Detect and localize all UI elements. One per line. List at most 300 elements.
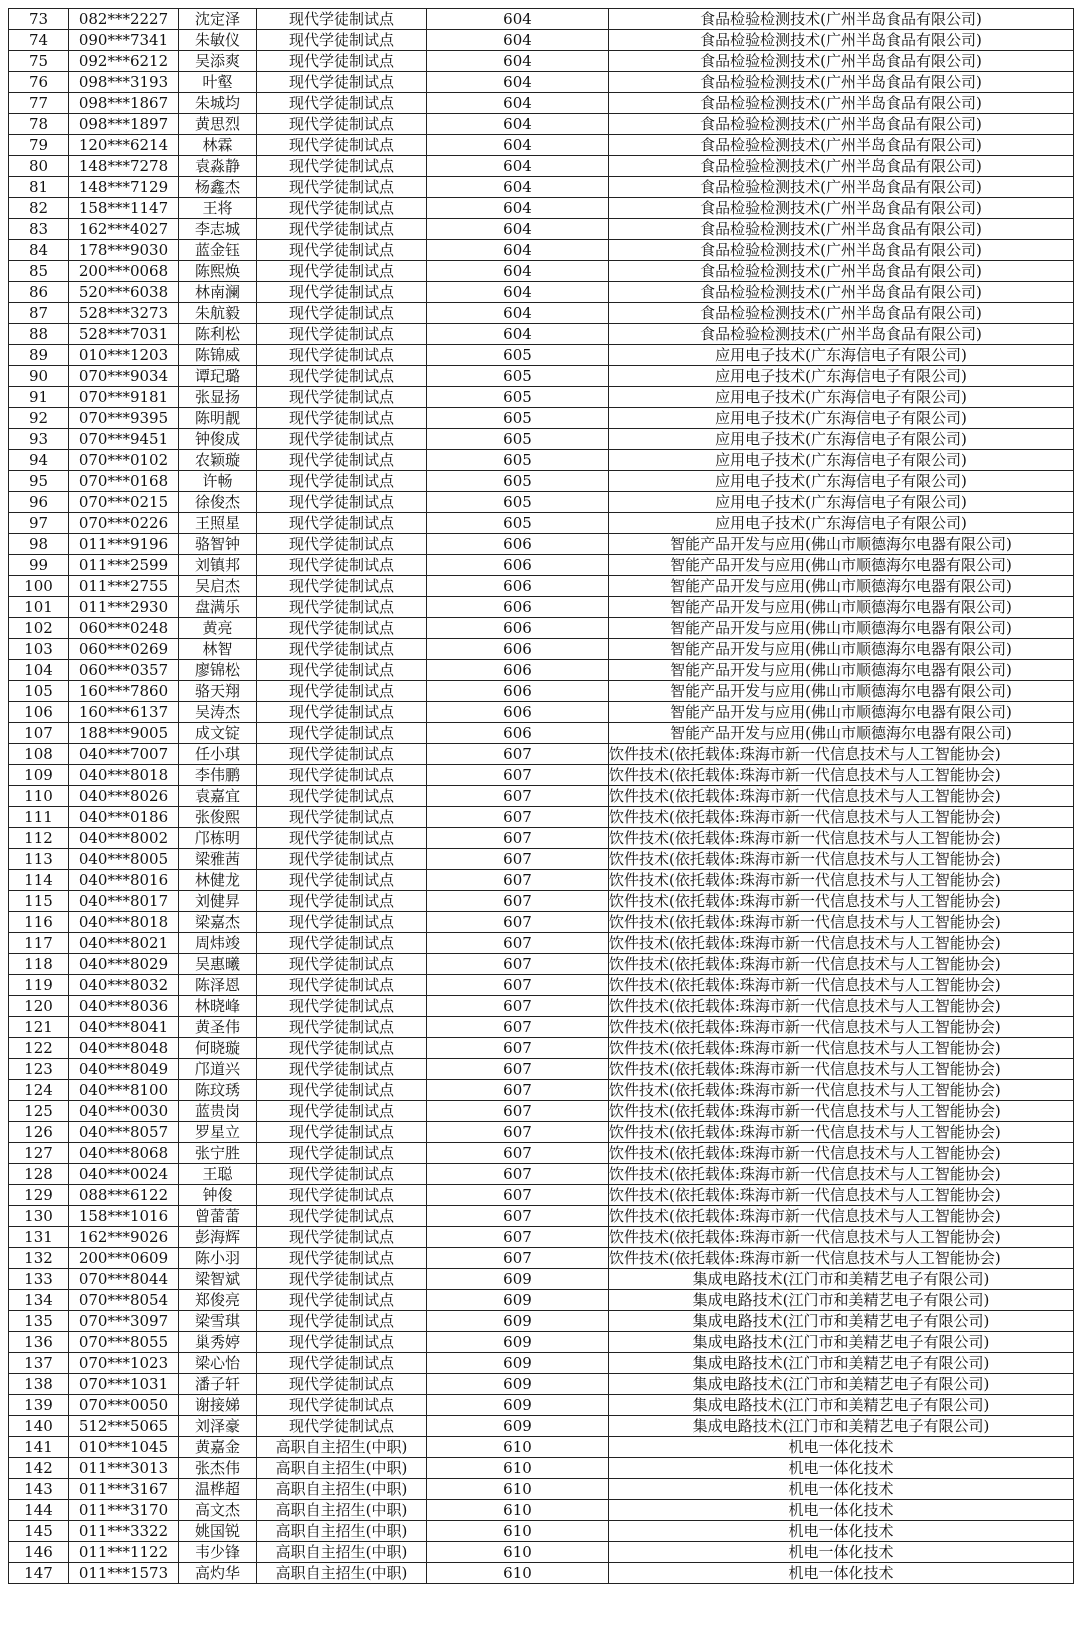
major-cell: 食品检验检测技术(广州半岛食品有限公司) [609,261,1074,282]
name-cell: 叶壑 [179,72,257,93]
seq-cell: 144 [9,1500,69,1521]
major-code-cell: 610 [427,1521,609,1542]
name-cell: 成文锭 [179,723,257,744]
major-code-cell: 604 [427,261,609,282]
major-code-cell: 607 [427,849,609,870]
table-row [9,828,1074,849]
exam-id-cell: 040***8041 [69,1017,179,1038]
major-code-cell: 604 [427,177,609,198]
major-cell: 食品检验检测技术(广州半岛食品有限公司) [609,93,1074,114]
table-row [9,639,1074,660]
major-cell: 饮件技术(依托载体:珠海市新一代信息技术与人工智能协会) [609,765,1074,786]
table-row [9,366,1074,387]
seq-cell: 141 [9,1437,69,1458]
enroll-type-cell: 现代学徒制试点 [257,870,427,891]
enroll-type-cell: 现代学徒制试点 [257,1290,427,1311]
table-row [9,1143,1074,1164]
roster-body [9,9,1074,1584]
table-row [9,1416,1074,1437]
major-code-cell: 607 [427,1122,609,1143]
name-cell: 梁嘉杰 [179,912,257,933]
major-code-cell: 609 [427,1353,609,1374]
name-cell: 曾蕾蕾 [179,1206,257,1227]
table-row [9,744,1074,765]
major-code-cell: 605 [427,450,609,471]
enroll-type-cell: 现代学徒制试点 [257,387,427,408]
table-row [9,1437,1074,1458]
exam-id-cell: 070***9451 [69,429,179,450]
major-cell: 集成电路技术(江门市和美精艺电子有限公司) [609,1353,1074,1374]
table-row [9,933,1074,954]
name-cell: 朱敏仪 [179,30,257,51]
enroll-type-cell: 现代学徒制试点 [257,828,427,849]
table-row [9,1248,1074,1269]
seq-cell: 146 [9,1542,69,1563]
enroll-type-cell: 高职自主招生(中职) [257,1500,427,1521]
enroll-type-cell: 现代学徒制试点 [257,639,427,660]
seq-cell: 121 [9,1017,69,1038]
seq-cell: 117 [9,933,69,954]
table-row [9,1332,1074,1353]
major-cell: 应用电子技术(广东海信电子有限公司) [609,450,1074,471]
table-row [9,1101,1074,1122]
table-row [9,1563,1074,1584]
table-row [9,1521,1074,1542]
table-row [9,1311,1074,1332]
major-code-cell: 604 [427,303,609,324]
seq-cell: 114 [9,870,69,891]
major-cell: 食品检验检测技术(广州半岛食品有限公司) [609,177,1074,198]
enroll-type-cell: 现代学徒制试点 [257,1353,427,1374]
exam-id-cell: 148***7129 [69,177,179,198]
exam-id-cell: 011***1573 [69,1563,179,1584]
major-cell: 饮件技术(依托载体:珠海市新一代信息技术与人工智能协会) [609,996,1074,1017]
major-cell: 食品检验检测技术(广州半岛食品有限公司) [609,198,1074,219]
major-cell: 应用电子技术(广东海信电子有限公司) [609,366,1074,387]
name-cell: 郑俊亮 [179,1290,257,1311]
name-cell: 梁雅茜 [179,849,257,870]
seq-cell: 127 [9,1143,69,1164]
major-cell: 饮件技术(依托载体:珠海市新一代信息技术与人工智能协会) [609,1248,1074,1269]
seq-cell: 92 [9,408,69,429]
enroll-type-cell: 现代学徒制试点 [257,1269,427,1290]
name-cell: 高灼华 [179,1563,257,1584]
exam-id-cell: 070***9395 [69,408,179,429]
major-cell: 食品检验检测技术(广州半岛食品有限公司) [609,135,1074,156]
exam-id-cell: 040***8018 [69,912,179,933]
exam-id-cell: 070***9181 [69,387,179,408]
major-cell: 食品检验检测技术(广州半岛食品有限公司) [609,282,1074,303]
table-row [9,1458,1074,1479]
major-code-cell: 610 [427,1542,609,1563]
exam-id-cell: 070***0102 [69,450,179,471]
name-cell: 黄嘉金 [179,1437,257,1458]
exam-id-cell: 070***9034 [69,366,179,387]
major-code-cell: 605 [427,513,609,534]
name-cell: 黄圣伟 [179,1017,257,1038]
major-cell: 机电一体化技术 [609,1437,1074,1458]
enroll-type-cell: 现代学徒制试点 [257,1374,427,1395]
name-cell: 林健龙 [179,870,257,891]
major-code-cell: 605 [427,366,609,387]
name-cell: 吴添爽 [179,51,257,72]
major-code-cell: 607 [427,828,609,849]
enroll-type-cell: 现代学徒制试点 [257,1122,427,1143]
seq-cell: 116 [9,912,69,933]
exam-id-cell: 088***6122 [69,1185,179,1206]
major-code-cell: 607 [427,1017,609,1038]
exam-id-cell: 160***6137 [69,702,179,723]
exam-id-cell: 060***0248 [69,618,179,639]
major-cell: 食品检验检测技术(广州半岛食品有限公司) [609,324,1074,345]
name-cell: 周炜竣 [179,933,257,954]
table-row [9,996,1074,1017]
enroll-type-cell: 现代学徒制试点 [257,114,427,135]
exam-id-cell: 040***8017 [69,891,179,912]
enroll-type-cell: 现代学徒制试点 [257,51,427,72]
table-row [9,1395,1074,1416]
exam-id-cell: 011***3167 [69,1479,179,1500]
enroll-type-cell: 现代学徒制试点 [257,786,427,807]
major-cell: 食品检验检测技术(广州半岛食品有限公司) [609,51,1074,72]
table-row [9,282,1074,303]
major-cell: 食品检验检测技术(广州半岛食品有限公司) [609,156,1074,177]
table-row [9,534,1074,555]
exam-id-cell: 158***1016 [69,1206,179,1227]
seq-cell: 98 [9,534,69,555]
enroll-type-cell: 现代学徒制试点 [257,660,427,681]
major-cell: 集成电路技术(江门市和美精艺电子有限公司) [609,1269,1074,1290]
enroll-type-cell: 现代学徒制试点 [257,597,427,618]
major-cell: 食品检验检测技术(广州半岛食品有限公司) [609,303,1074,324]
major-code-cell: 605 [427,471,609,492]
name-cell: 骆天翔 [179,681,257,702]
major-code-cell: 610 [427,1500,609,1521]
seq-cell: 129 [9,1185,69,1206]
name-cell: 姚国锐 [179,1521,257,1542]
name-cell: 骆智钟 [179,534,257,555]
major-cell: 饮件技术(依托载体:珠海市新一代信息技术与人工智能协会) [609,786,1074,807]
name-cell: 袁淼静 [179,156,257,177]
name-cell: 黄亮 [179,618,257,639]
seq-cell: 143 [9,1479,69,1500]
major-cell: 应用电子技术(广东海信电子有限公司) [609,429,1074,450]
seq-cell: 75 [9,51,69,72]
enroll-type-cell: 现代学徒制试点 [257,324,427,345]
seq-cell: 142 [9,1458,69,1479]
exam-id-cell: 060***0269 [69,639,179,660]
enroll-type-cell: 现代学徒制试点 [257,366,427,387]
table-row [9,1290,1074,1311]
enroll-type-cell: 现代学徒制试点 [257,492,427,513]
major-cell: 智能产品开发与应用(佛山市顺德海尔电器有限公司) [609,702,1074,723]
enroll-type-cell: 现代学徒制试点 [257,219,427,240]
exam-id-cell: 070***8055 [69,1332,179,1353]
table-row [9,849,1074,870]
major-cell: 饮件技术(依托载体:珠海市新一代信息技术与人工智能协会) [609,1143,1074,1164]
exam-id-cell: 011***3322 [69,1521,179,1542]
major-cell: 智能产品开发与应用(佛山市顺德海尔电器有限公司) [609,723,1074,744]
name-cell: 盘满乐 [179,597,257,618]
exam-id-cell: 082***2227 [69,9,179,30]
table-row [9,135,1074,156]
enroll-type-cell: 高职自主招生(中职) [257,1563,427,1584]
exam-id-cell: 070***0050 [69,1395,179,1416]
enroll-type-cell: 现代学徒制试点 [257,135,427,156]
table-row [9,702,1074,723]
exam-id-cell: 040***8021 [69,933,179,954]
seq-cell: 147 [9,1563,69,1584]
name-cell: 张显扬 [179,387,257,408]
seq-cell: 97 [9,513,69,534]
enroll-type-cell: 现代学徒制试点 [257,9,427,30]
major-code-cell: 604 [427,135,609,156]
major-code-cell: 610 [427,1437,609,1458]
seq-cell: 85 [9,261,69,282]
seq-cell: 136 [9,1332,69,1353]
table-row [9,303,1074,324]
major-cell: 饮件技术(依托载体:珠海市新一代信息技术与人工智能协会) [609,1101,1074,1122]
major-code-cell: 609 [427,1311,609,1332]
major-cell: 机电一体化技术 [609,1500,1074,1521]
major-code-cell: 605 [427,345,609,366]
table-row [9,597,1074,618]
seq-cell: 145 [9,1521,69,1542]
enroll-type-cell: 现代学徒制试点 [257,345,427,366]
table-row [9,156,1074,177]
seq-cell: 99 [9,555,69,576]
name-cell: 张俊熙 [179,807,257,828]
seq-cell: 95 [9,471,69,492]
major-code-cell: 604 [427,324,609,345]
major-cell: 集成电路技术(江门市和美精艺电子有限公司) [609,1290,1074,1311]
seq-cell: 105 [9,681,69,702]
exam-id-cell: 178***9030 [69,240,179,261]
enroll-type-cell: 现代学徒制试点 [257,1206,427,1227]
major-cell: 饮件技术(依托载体:珠海市新一代信息技术与人工智能协会) [609,1185,1074,1206]
table-row [9,429,1074,450]
exam-id-cell: 040***8100 [69,1080,179,1101]
exam-id-cell: 040***8068 [69,1143,179,1164]
exam-id-cell: 188***9005 [69,723,179,744]
major-code-cell: 604 [427,72,609,93]
name-cell: 王将 [179,198,257,219]
exam-id-cell: 070***1031 [69,1374,179,1395]
major-cell: 饮件技术(依托载体:珠海市新一代信息技术与人工智能协会) [609,849,1074,870]
seq-cell: 113 [9,849,69,870]
seq-cell: 79 [9,135,69,156]
enroll-type-cell: 高职自主招生(中职) [257,1479,427,1500]
seq-cell: 102 [9,618,69,639]
enroll-type-cell: 现代学徒制试点 [257,555,427,576]
seq-cell: 137 [9,1353,69,1374]
exam-id-cell: 070***3097 [69,1311,179,1332]
major-code-cell: 607 [427,1164,609,1185]
table-row [9,261,1074,282]
enroll-type-cell: 现代学徒制试点 [257,954,427,975]
name-cell: 廖锦松 [179,660,257,681]
major-code-cell: 607 [427,1185,609,1206]
table-row [9,240,1074,261]
major-cell: 饮件技术(依托载体:珠海市新一代信息技术与人工智能协会) [609,975,1074,996]
name-cell: 陈玟琇 [179,1080,257,1101]
seq-cell: 138 [9,1374,69,1395]
exam-id-cell: 070***0226 [69,513,179,534]
major-code-cell: 604 [427,93,609,114]
major-code-cell: 606 [427,660,609,681]
enroll-type-cell: 现代学徒制试点 [257,912,427,933]
enroll-type-cell: 现代学徒制试点 [257,681,427,702]
enroll-type-cell: 现代学徒制试点 [257,996,427,1017]
seq-cell: 124 [9,1080,69,1101]
exam-id-cell: 162***4027 [69,219,179,240]
exam-id-cell: 040***8029 [69,954,179,975]
enroll-type-cell: 现代学徒制试点 [257,240,427,261]
major-code-cell: 605 [427,492,609,513]
major-cell: 饮件技术(依托载体:珠海市新一代信息技术与人工智能协会) [609,1080,1074,1101]
name-cell: 梁心怡 [179,1353,257,1374]
enroll-type-cell: 现代学徒制试点 [257,1311,427,1332]
major-cell: 饮件技术(依托载体:珠海市新一代信息技术与人工智能协会) [609,891,1074,912]
major-code-cell: 605 [427,408,609,429]
seq-cell: 123 [9,1059,69,1080]
enroll-type-cell: 高职自主招生(中职) [257,1437,427,1458]
major-cell: 集成电路技术(江门市和美精艺电子有限公司) [609,1311,1074,1332]
exam-id-cell: 040***8002 [69,828,179,849]
exam-id-cell: 060***0357 [69,660,179,681]
exam-id-cell: 200***0609 [69,1248,179,1269]
table-row [9,492,1074,513]
major-code-cell: 606 [427,597,609,618]
major-code-cell: 605 [427,429,609,450]
name-cell: 徐俊杰 [179,492,257,513]
table-row [9,408,1074,429]
exam-id-cell: 200***0068 [69,261,179,282]
enroll-type-cell: 现代学徒制试点 [257,282,427,303]
exam-id-cell: 010***1045 [69,1437,179,1458]
seq-cell: 109 [9,765,69,786]
major-cell: 食品检验检测技术(广州半岛食品有限公司) [609,30,1074,51]
exam-id-cell: 040***8026 [69,786,179,807]
table-row [9,114,1074,135]
table-row [9,30,1074,51]
name-cell: 许畅 [179,471,257,492]
name-cell: 刘健昇 [179,891,257,912]
major-cell: 智能产品开发与应用(佛山市顺德海尔电器有限公司) [609,534,1074,555]
seq-cell: 115 [9,891,69,912]
name-cell: 陈泽恩 [179,975,257,996]
major-code-cell: 604 [427,51,609,72]
seq-cell: 77 [9,93,69,114]
exam-id-cell: 040***0186 [69,807,179,828]
major-code-cell: 607 [427,786,609,807]
major-cell: 饮件技术(依托载体:珠海市新一代信息技术与人工智能协会) [609,1017,1074,1038]
exam-id-cell: 011***3170 [69,1500,179,1521]
seq-cell: 106 [9,702,69,723]
major-code-cell: 607 [427,1227,609,1248]
enroll-type-cell: 现代学徒制试点 [257,1185,427,1206]
name-cell: 张宁胜 [179,1143,257,1164]
table-row [9,177,1074,198]
table-row [9,954,1074,975]
table-row [9,1353,1074,1374]
major-code-cell: 604 [427,114,609,135]
table-row [9,1038,1074,1059]
major-cell: 饮件技术(依托载体:珠海市新一代信息技术与人工智能协会) [609,1206,1074,1227]
major-cell: 饮件技术(依托载体:珠海市新一代信息技术与人工智能协会) [609,1059,1074,1080]
enroll-type-cell: 现代学徒制试点 [257,807,427,828]
enroll-type-cell: 现代学徒制试点 [257,408,427,429]
table-row [9,891,1074,912]
exam-id-cell: 011***2755 [69,576,179,597]
seq-cell: 130 [9,1206,69,1227]
name-cell: 沈定泽 [179,9,257,30]
major-code-cell: 609 [427,1374,609,1395]
exam-id-cell: 158***1147 [69,198,179,219]
name-cell: 朱城均 [179,93,257,114]
major-code-cell: 609 [427,1416,609,1437]
name-cell: 何晓璇 [179,1038,257,1059]
exam-id-cell: 040***8016 [69,870,179,891]
major-code-cell: 606 [427,618,609,639]
seq-cell: 111 [9,807,69,828]
table-row [9,576,1074,597]
enroll-type-cell: 现代学徒制试点 [257,891,427,912]
enroll-type-cell: 现代学徒制试点 [257,198,427,219]
enroll-type-cell: 现代学徒制试点 [257,975,427,996]
name-cell: 吴启杰 [179,576,257,597]
enroll-type-cell: 现代学徒制试点 [257,429,427,450]
major-cell: 饮件技术(依托载体:珠海市新一代信息技术与人工智能协会) [609,1227,1074,1248]
exam-id-cell: 040***0030 [69,1101,179,1122]
major-code-cell: 607 [427,1101,609,1122]
seq-cell: 108 [9,744,69,765]
table-row [9,1206,1074,1227]
major-code-cell: 607 [427,891,609,912]
enroll-type-cell: 现代学徒制试点 [257,261,427,282]
table-row [9,93,1074,114]
major-code-cell: 606 [427,702,609,723]
seq-cell: 78 [9,114,69,135]
major-code-cell: 606 [427,534,609,555]
major-code-cell: 607 [427,912,609,933]
exam-id-cell: 011***2930 [69,597,179,618]
exam-id-cell: 092***6212 [69,51,179,72]
seq-cell: 128 [9,1164,69,1185]
table-row [9,51,1074,72]
major-code-cell: 605 [427,387,609,408]
major-code-cell: 606 [427,576,609,597]
major-cell: 饮件技术(依托载体:珠海市新一代信息技术与人工智能协会) [609,744,1074,765]
seq-cell: 100 [9,576,69,597]
major-code-cell: 607 [427,744,609,765]
major-code-cell: 607 [427,975,609,996]
major-cell: 饮件技术(依托载体:珠海市新一代信息技术与人工智能协会) [609,807,1074,828]
major-cell: 智能产品开发与应用(佛山市顺德海尔电器有限公司) [609,681,1074,702]
major-cell: 机电一体化技术 [609,1521,1074,1542]
exam-id-cell: 098***1867 [69,93,179,114]
exam-id-cell: 040***8048 [69,1038,179,1059]
name-cell: 林智 [179,639,257,660]
seq-cell: 125 [9,1101,69,1122]
major-code-cell: 610 [427,1563,609,1584]
name-cell: 钟俊成 [179,429,257,450]
seq-cell: 133 [9,1269,69,1290]
exam-id-cell: 040***8005 [69,849,179,870]
major-cell: 应用电子技术(广东海信电子有限公司) [609,387,1074,408]
admission-roster-table [8,8,1074,1584]
seq-cell: 103 [9,639,69,660]
